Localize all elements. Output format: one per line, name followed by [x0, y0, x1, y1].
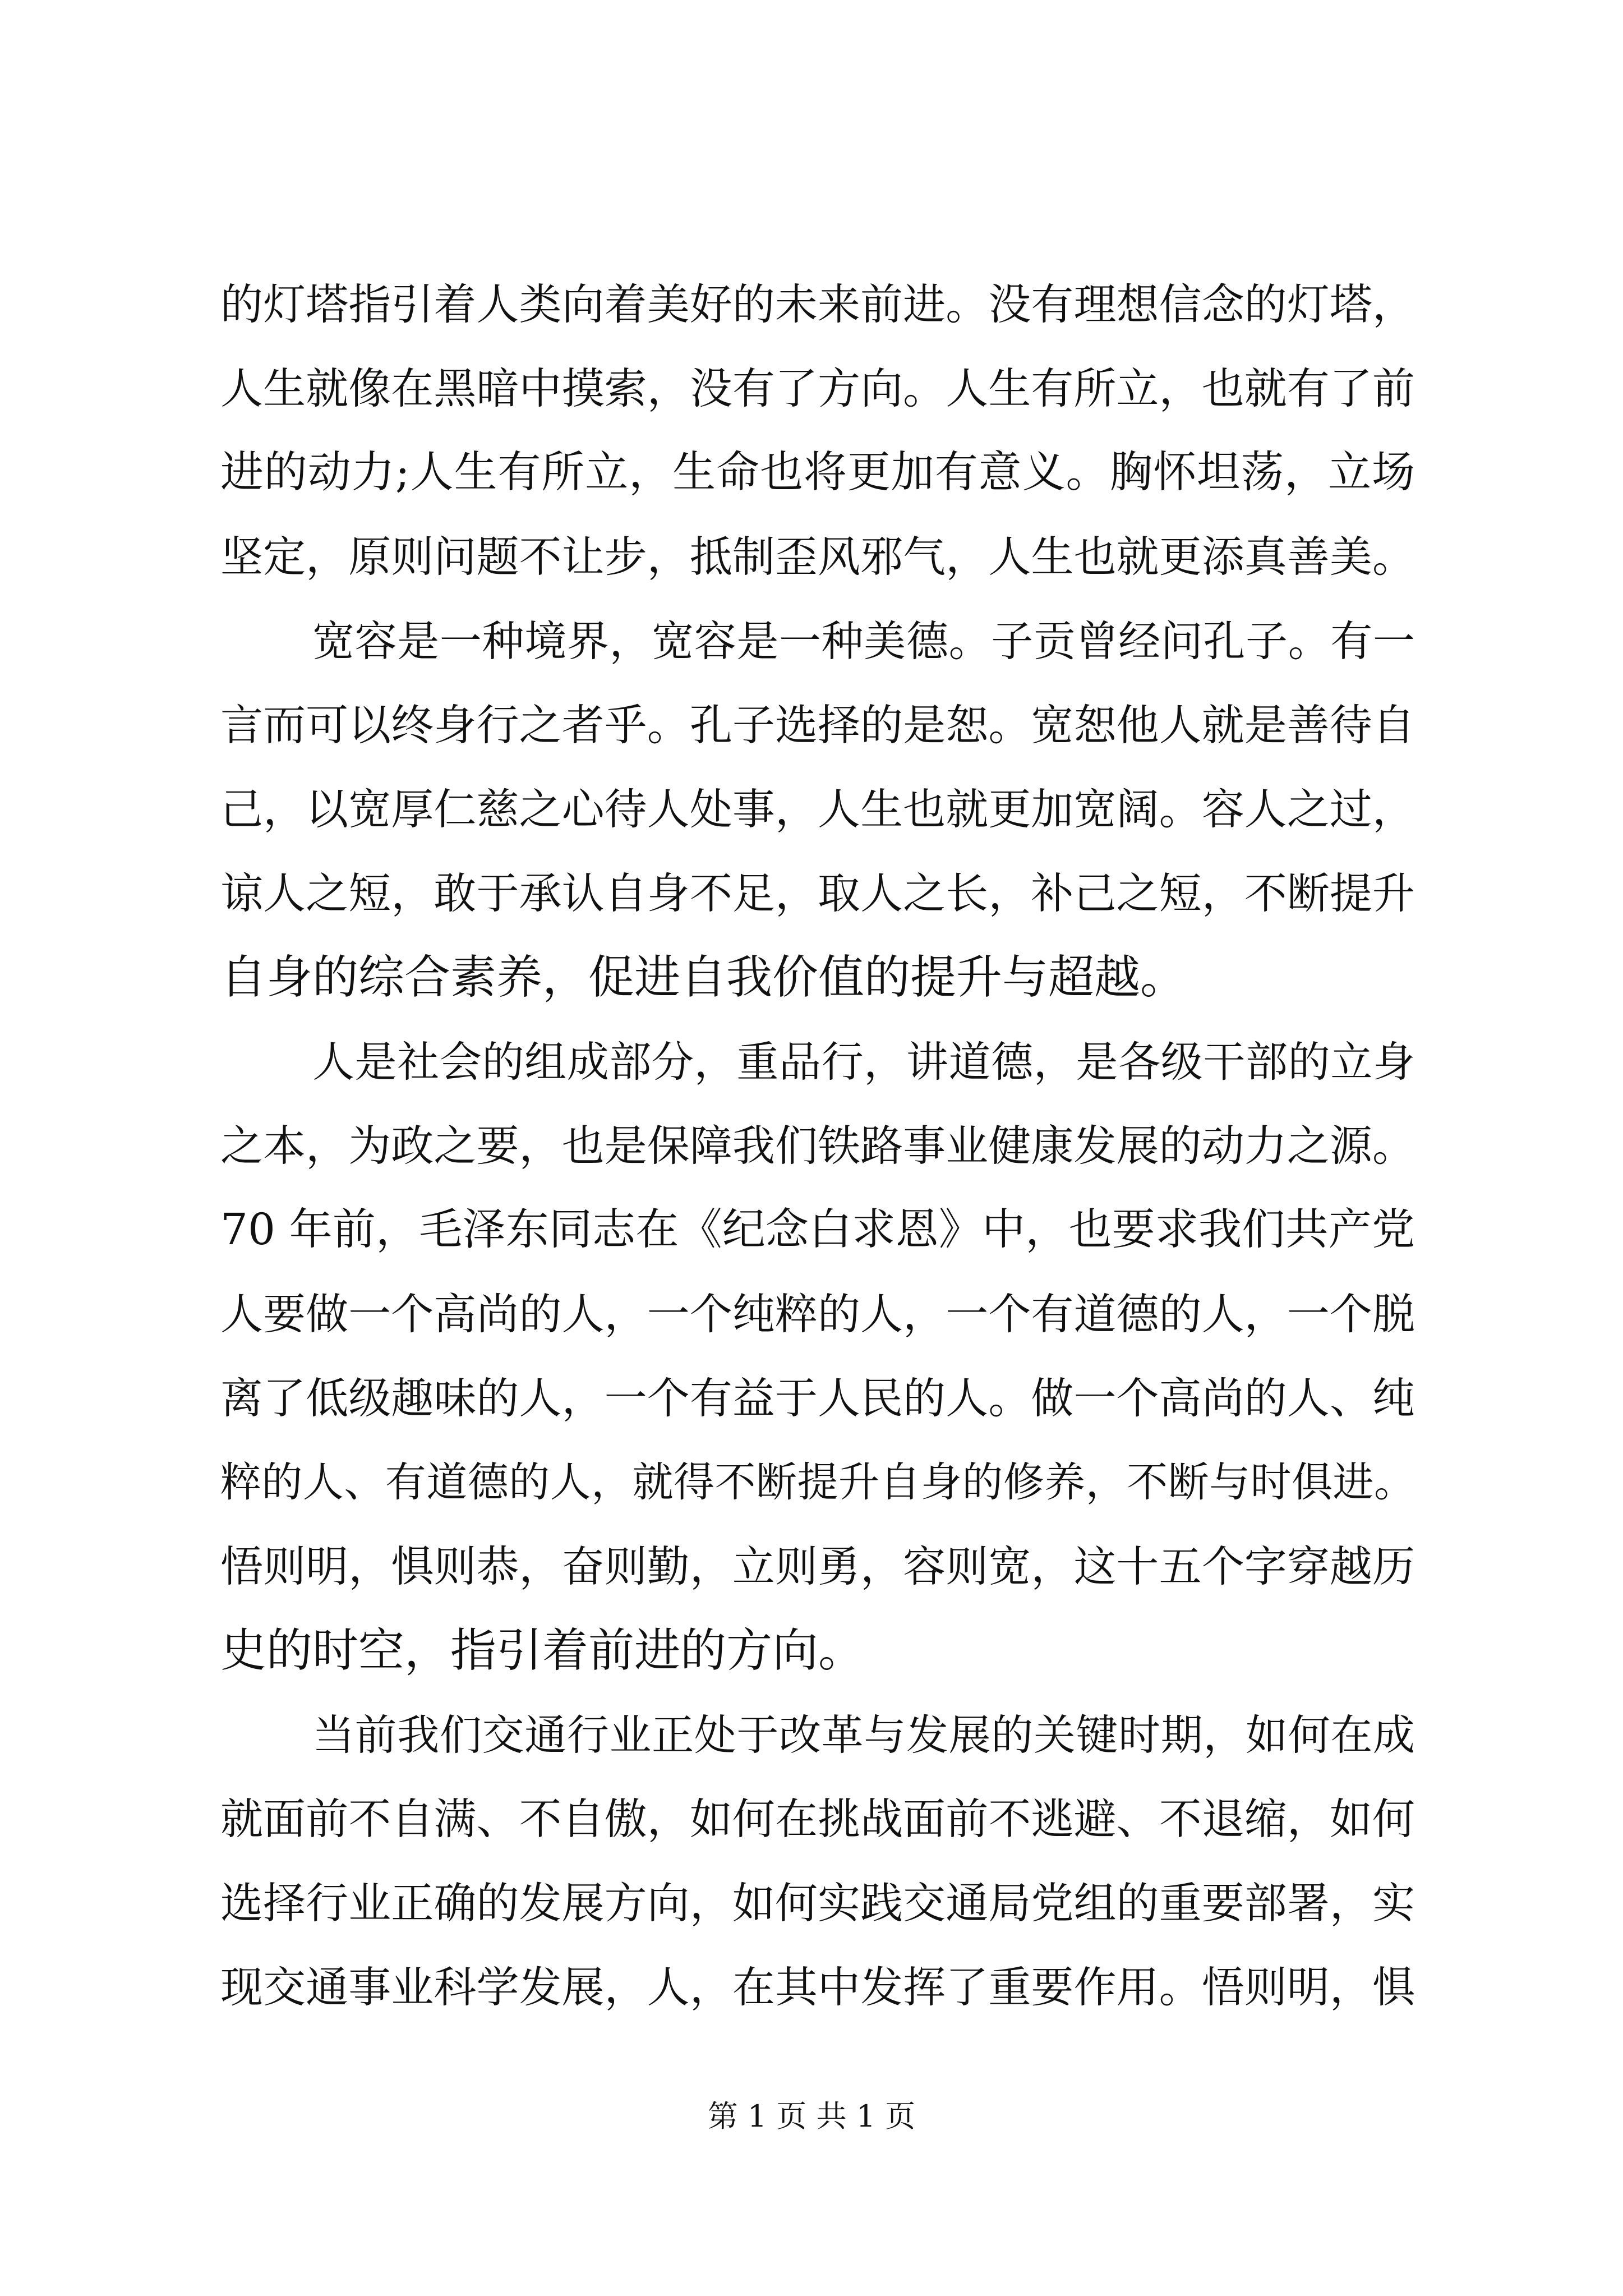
text-line: 现交通事业科学发展，人，在其中发挥了重要作用。悟则明，惧 [220, 1962, 1415, 2012]
text-line: 之本，为政之要，也是保障我们铁路事业健康发展的动力之源。 [220, 1121, 1415, 1171]
text-line: 70 年前，毛泽东同志在《纪念白求恩》中，也要求我们共产党 [220, 1205, 1415, 1255]
document-body [220, 263, 1415, 2030]
text-line: 谅人之短，敢于承认自身不足，取人之长，补己之短，不断提升 [220, 868, 1415, 918]
text-line: 粹的人、有道德的人，就得不断提升自身的修养，不断与时俱进。 [220, 1458, 1415, 1506]
text-line: 当前我们交通行业正处于改革与发展的关键时期，如何在成 [312, 1710, 1415, 1760]
text-line: 史的时空，指引着前进的方向。 [220, 1624, 865, 1677]
text-line: 坚定，原则问题不让步，抵制歪风邪气，人生也就更添真善美。 [220, 532, 1415, 582]
text-line: 人要做一个高尚的人，一个纯粹的人，一个有道德的人，一个脱 [220, 1289, 1415, 1339]
page-number-label: 第 1 页 共 1 页 [707, 2099, 916, 2134]
text-line: 言而可以终身行之者乎。孔子选择的是恕。宽恕他人就是善待自 [220, 700, 1415, 750]
text-line: 的灯塔指引着人类向着美好的未来前进。没有理想信念的灯塔， [220, 279, 1415, 329]
text-line: 己，以宽厚仁慈之心待人处事，人生也就更加宽阔。容人之过， [220, 784, 1415, 834]
paragraph-2 [220, 599, 1415, 1020]
paragraph-1 [220, 263, 1415, 599]
text-line: 人生就像在黑暗中摸索，没有了方向。人生有所立，也就有了前 [220, 364, 1415, 413]
text-line: 离了低级趣味的人，一个有益于人民的人。做一个高尚的人、纯 [220, 1373, 1415, 1423]
text-line: 选择行业正确的发展方向，如何实践交通局党组的重要部署，实 [220, 1878, 1415, 1928]
paragraph-4 [220, 1693, 1415, 2030]
text-line: 自身的综合素养，促进自我价值的提升与超越。 [220, 951, 1187, 1004]
text-line: 悟则明，惧则恭，奋则勤，立则勇，容则宽，这十五个字穿越历 [220, 1542, 1415, 1591]
text-line: 宽容是一种境界，宽容是一种美德。子贡曾经问孔子。有一 [312, 616, 1415, 666]
text-line: 进的动力;人生有所立，生命也将更加有意义。胸怀坦荡，立场 [220, 448, 1415, 498]
page-footer [0, 2097, 1623, 2136]
paragraph-3 [220, 1020, 1415, 1693]
text-line: 就面前不自满、不自傲，如何在挑战面前不逃避、不退缩，如何 [220, 1794, 1415, 1844]
text-line: 人是社会的组成部分，重品行，讲道德，是各级干部的立身 [312, 1037, 1415, 1087]
